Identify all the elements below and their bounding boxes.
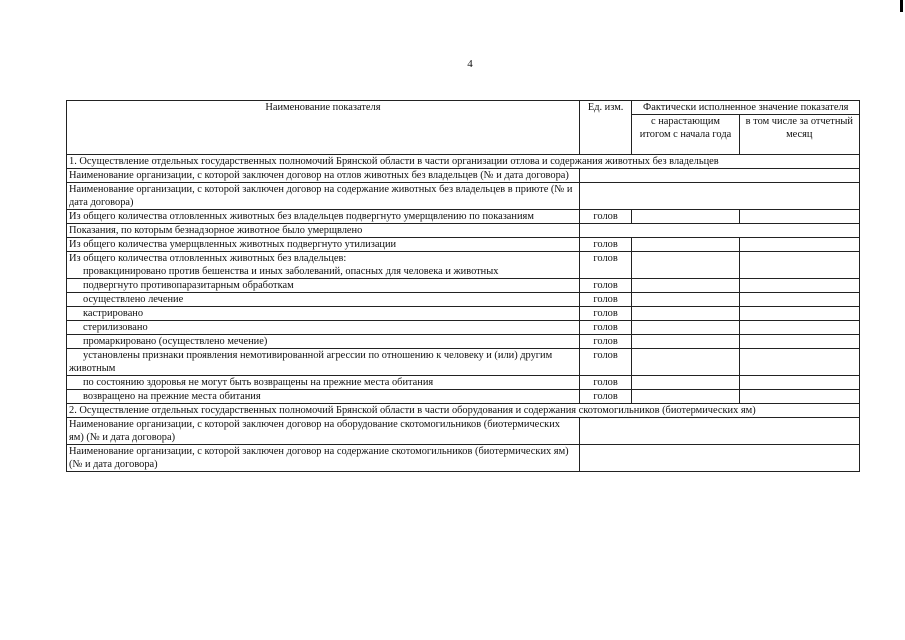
table-row: [67, 335, 860, 349]
row-cumulative: [632, 293, 739, 307]
row-cumulative: [632, 238, 739, 252]
table-row: [67, 169, 860, 183]
header-period: в том числе за отчетный месяц: [739, 115, 859, 155]
table-header-row: [67, 101, 860, 115]
table-row: [67, 418, 860, 445]
table-row: [67, 224, 860, 238]
table-row: [67, 321, 860, 335]
row-label-intro: Из общего количества отловленных животных без владельцев:: [69, 253, 347, 264]
row-cumulative: [632, 376, 739, 390]
row-period: [739, 307, 859, 321]
row-unit: голов: [579, 390, 632, 404]
table-row: [67, 279, 860, 293]
row-label: кастрировано: [67, 307, 580, 321]
row-label: стерилизовано: [67, 321, 580, 335]
section-row: [67, 404, 860, 418]
table-row: [67, 210, 860, 224]
table-row: [67, 293, 860, 307]
row-period: [739, 335, 859, 349]
table-row: [67, 183, 860, 210]
table-row: [67, 445, 860, 472]
row-label: подвергнуто противопаразитарным обработкам: [67, 279, 580, 293]
row-label: [67, 252, 580, 279]
header-indicator-name: Наименование показателя: [67, 101, 580, 155]
table-row: [67, 252, 860, 279]
row-unit: голов: [579, 349, 632, 376]
row-value: [579, 418, 859, 445]
row-label: Наименование организации, с которой заключен договор на отлов животных без владельцев (№ и дата договора): [67, 169, 580, 183]
table-row: [67, 307, 860, 321]
row-unit: голов: [579, 238, 632, 252]
header-unit: Ед. изм.: [579, 101, 632, 155]
row-period: [739, 376, 859, 390]
section-row: [67, 155, 860, 169]
row-unit: голов: [579, 307, 632, 321]
row-cumulative: [632, 390, 739, 404]
row-period: [739, 349, 859, 376]
row-cumulative: [632, 279, 739, 293]
row-period: [739, 390, 859, 404]
row-period: [739, 210, 859, 224]
table-row: [67, 238, 860, 252]
row-value: [579, 169, 859, 183]
row-unit: голов: [579, 335, 632, 349]
row-cumulative: [632, 252, 739, 279]
row-cumulative: [632, 335, 739, 349]
edge-mark: [900, 0, 903, 12]
row-unit: голов: [579, 293, 632, 307]
row-label: Показания, по которым безнадзорное животное было умерщвлено: [67, 224, 580, 238]
row-period: [739, 279, 859, 293]
row-unit: голов: [579, 279, 632, 293]
row-unit: голов: [579, 321, 632, 335]
row-label: Наименование организации, с которой заключен договор на содержание животных без владельцев в приюте (№ и дата договора): [67, 183, 580, 210]
section-title: 2. Осуществление отдельных государственных полномочий Брянской области в части оборудования и содержания скотомогильников (биотермических ям): [67, 404, 860, 418]
header-cumulative: с нарастающим итогом с начала года: [632, 115, 739, 155]
row-value: [579, 224, 859, 238]
row-unit: голов: [579, 376, 632, 390]
row-unit: голов: [579, 210, 632, 224]
row-label: Наименование организации, с которой заключен договор на оборудование скотомогильников (биотермических ям) (№ и дата договора): [67, 418, 580, 445]
table-row: [67, 390, 860, 404]
row-period: [739, 293, 859, 307]
row-period: [739, 321, 859, 335]
row-unit: голов: [579, 252, 632, 279]
indicator-table: [66, 100, 860, 472]
row-period: [739, 252, 859, 279]
row-cumulative: [632, 349, 739, 376]
page-number: 4: [467, 58, 473, 70]
row-label: возвращено на прежние места обитания: [67, 390, 580, 404]
row-value: [579, 445, 859, 472]
section-title: 1. Осуществление отдельных государственных полномочий Брянской области в части организации отлова и содержания животных без владельцев: [67, 155, 860, 169]
row-value: [579, 183, 859, 210]
row-label: Из общего количества умерщвленных животных подвергнуто утилизации: [67, 238, 580, 252]
table-row: [67, 376, 860, 390]
row-label: осуществлено лечение: [67, 293, 580, 307]
row-label: по состоянию здоровья не могут быть возвращены на прежние места обитания: [67, 376, 580, 390]
table-row: [67, 349, 860, 376]
row-cumulative: [632, 321, 739, 335]
row-label: Из общего количества отловленных животных без владельцев подвергнуто умерщвлению по показаниям: [67, 210, 580, 224]
row-label-sub: провакцинировано против бешенства и иных заболеваний, опасных для человека и животных: [83, 266, 499, 277]
row-label: установлены признаки проявления немотивированной агрессии по отношению к человеку и (или) другим животным: [67, 349, 580, 376]
row-label: Наименование организации, с которой заключен договор на содержание скотомогильников (биотермических ям) (№ и дата договора): [67, 445, 580, 472]
row-label: промаркировано (осуществлено мечение): [67, 335, 580, 349]
row-period: [739, 238, 859, 252]
row-cumulative: [632, 307, 739, 321]
header-actual-value: Фактически исполненное значение показателя: [632, 101, 860, 115]
row-cumulative: [632, 210, 739, 224]
